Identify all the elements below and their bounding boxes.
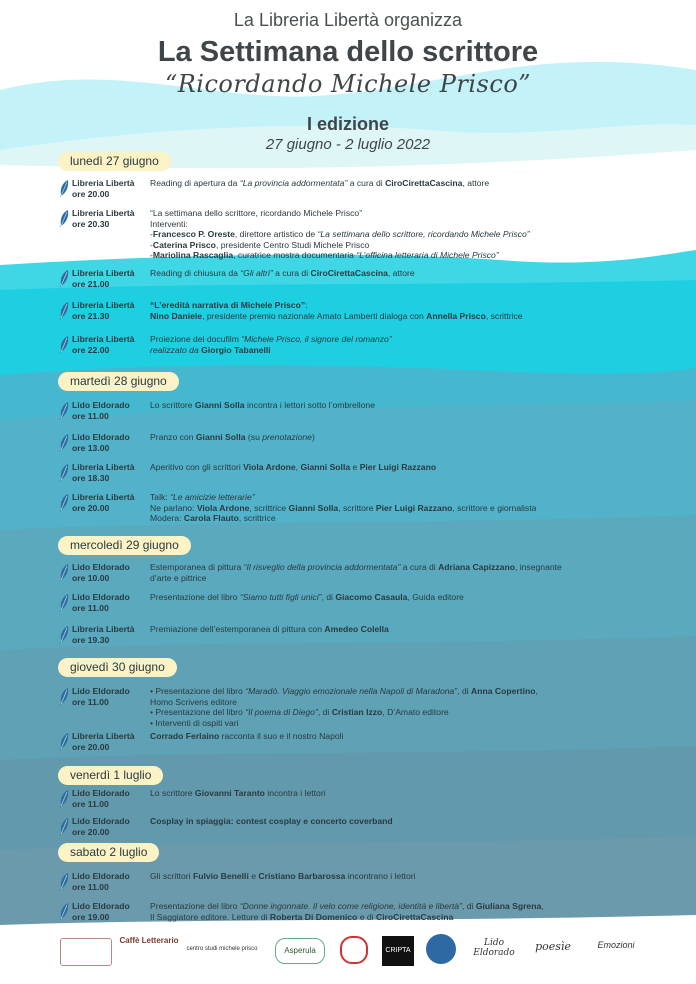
logo-badge [426, 934, 456, 964]
logo-1 [60, 938, 112, 966]
event-time: ore 10.00 [72, 572, 110, 583]
description-line [150, 208, 690, 219]
italic-text: “Siamo tutti figli unici” [239, 592, 322, 602]
bold-text: CiroCirettaCascina [310, 268, 388, 278]
poster-subtitle: “Ricordando Michele Prisco” [164, 70, 532, 98]
text: racconta il suo e il nostro Napoli [219, 731, 344, 741]
text: Reading di chiusura da [150, 268, 241, 278]
bold-text: CiroCirettaCascina [385, 178, 463, 188]
event-description [150, 400, 690, 411]
event-location [72, 871, 152, 892]
text: (su [245, 432, 263, 442]
bold-text: CiroCirettaCascina [375, 911, 454, 922]
description-line [150, 492, 690, 503]
description-line [150, 816, 690, 827]
event-location [72, 300, 152, 321]
text: , di [461, 901, 476, 911]
text: Premiazione dell’estemporanea di pittura con [150, 624, 325, 634]
bold-text: Francesco P. Oreste [152, 229, 235, 239]
event-location [72, 592, 152, 613]
venue-name: Lido Eldorado [72, 592, 130, 602]
bold-text: Cosplay in spiaggia: contest cosplay e concerto coverband [150, 816, 393, 826]
description-line [150, 731, 690, 742]
venue-name: Lido Eldorado [72, 788, 130, 798]
event-time: ore 11.00 [72, 696, 109, 707]
venue-name: Libreria Libertà [72, 492, 135, 502]
bold-text: Amedeo Colella [324, 624, 389, 634]
italic-text: “Il risveglio della provincia addormentata” [243, 562, 401, 572]
text: Interventi: [150, 218, 188, 229]
bold-text: Cristian Izzo [331, 707, 383, 717]
description-line [150, 718, 690, 729]
edition-label: I edizione [306, 114, 389, 134]
event-location [72, 562, 152, 583]
text: , attore [387, 268, 415, 278]
bold-text: Giovanni Taranto [194, 788, 265, 798]
event-description [150, 208, 690, 261]
text: , [541, 901, 544, 911]
text: , scrittrice [249, 502, 289, 513]
italic-text: realizzato da [150, 344, 202, 355]
day-label: sabato 2 luglio [58, 843, 159, 862]
feather-icon [58, 732, 70, 752]
description-line [150, 871, 690, 882]
event-location [72, 400, 152, 421]
venue-name: Lido Eldorado [72, 562, 130, 572]
event-location [72, 686, 152, 707]
italic-text: “La provincia addormentata” [239, 178, 348, 188]
feather-icon [58, 687, 70, 707]
description-line [150, 250, 690, 261]
feather-icon [58, 563, 70, 583]
event-description [150, 624, 690, 635]
venue-name: Lido Eldorado [72, 816, 130, 826]
text: a cura di [347, 178, 386, 188]
description-line [150, 592, 690, 603]
event-time: ore 11.00 [72, 410, 109, 421]
feather-icon [58, 209, 70, 229]
event-time: ore 19.00 [72, 911, 110, 922]
bold-text: Gianni Solla [288, 502, 339, 513]
event-location [72, 334, 152, 355]
text: d’arte e pittrice [150, 572, 207, 583]
date-range: 27 giugno - 2 luglio 2022 [265, 136, 431, 153]
event-time: ore 11.00 [72, 881, 109, 892]
event-location [72, 624, 152, 645]
bold-text: Giuliana Sgrena [475, 901, 542, 911]
bold-text: Carola Flauto [183, 513, 239, 523]
event-description [150, 871, 690, 882]
description-line [150, 268, 690, 279]
event-time: ore 21.00 [72, 278, 110, 289]
bold-text: Giacomo Casaula [335, 592, 408, 602]
poster-title: La Settimana dello scrittore [157, 36, 539, 68]
logo-circle [340, 936, 368, 964]
event-description [150, 816, 690, 827]
venue-name: Libreria Libertà [72, 462, 135, 472]
event-location [72, 492, 152, 513]
venue-name: Libreria Libertà [72, 178, 135, 188]
bold-text: Pier Luigi Razzano [375, 502, 453, 513]
text: Presentazione del libro [150, 901, 240, 911]
text: Lo scrittore [150, 400, 195, 410]
bold-text: Adriana Capizzano [438, 562, 515, 572]
text: Aperitivo con gli scrittori [150, 462, 244, 472]
description-line [150, 788, 690, 799]
bold-text: Gianni Solla [194, 400, 245, 410]
text: , Guida editore [407, 592, 464, 602]
event-time: ore 18.30 [72, 472, 110, 483]
italic-text: “Gli altri” [240, 268, 273, 278]
day-label: giovedì 30 giugno [58, 658, 177, 677]
bold-text: Viola Ardone [196, 502, 250, 513]
text: Lo scrittore [150, 788, 195, 798]
text: , di [321, 592, 336, 602]
day-label: martedì 28 giugno [58, 372, 179, 391]
text: , scrittrice [485, 310, 523, 321]
event-description [150, 686, 690, 728]
feather-icon [58, 902, 70, 922]
description-line [150, 707, 690, 718]
event-description [150, 334, 690, 355]
text: e [248, 871, 259, 881]
text: , di [457, 686, 472, 696]
text: • Presentazione del libro [150, 707, 246, 717]
text: Reading di apertura da [150, 178, 240, 188]
event-description [150, 901, 690, 922]
event-location [72, 208, 152, 229]
feather-icon [58, 625, 70, 645]
text: , scrittrice [238, 513, 276, 523]
organizer-line: La Libreria Libertà organizza [233, 10, 463, 30]
text: , direttore artistico de [234, 229, 318, 239]
feather-icon [58, 335, 70, 355]
logo-emozioni: Emozioni [597, 940, 635, 950]
bold-text: Cristiano Barbarossa [258, 871, 346, 881]
bold-text: Mariolina Rascaglia [152, 250, 234, 260]
feather-icon [58, 817, 70, 837]
text: Proiezione del docufilm [150, 334, 242, 344]
description-line [150, 686, 690, 697]
text: Il Saggiatore editore. Letture di [150, 911, 270, 922]
text: Ne parlano: [150, 502, 197, 513]
text: e [350, 462, 360, 472]
venue-name: Lido Eldorado [72, 400, 130, 410]
feather-icon [58, 401, 70, 421]
text: , di [317, 707, 332, 717]
event-time: ore 13.00 [72, 442, 110, 453]
event-description [150, 731, 690, 742]
text: , scrittore [338, 502, 376, 513]
event-description [150, 788, 690, 799]
event-description [150, 562, 690, 583]
description-line [150, 229, 690, 240]
event-time: ore 20.00 [72, 826, 110, 837]
venue-name: Libreria Libertà [72, 300, 135, 310]
bold-text: Viola Ardone [243, 462, 296, 472]
event-location [72, 901, 152, 922]
sponsor-logos [0, 930, 696, 974]
bold-text: Fulvio Benelli [192, 871, 249, 881]
event-time: ore 20.00 [72, 741, 110, 752]
text: Talk: [150, 492, 171, 502]
bold-text: Pier Luigi Razzano [359, 462, 437, 472]
event-location [72, 788, 152, 809]
venue-name: Lido Eldorado [72, 871, 130, 881]
day-label: lunedì 27 giugno [58, 152, 171, 171]
event-time: ore 21.30 [72, 310, 110, 321]
text: • Presentazione del libro [150, 686, 246, 696]
italic-text: “L’officina letteraria di Michele Prisco” [356, 250, 499, 260]
feather-icon [58, 269, 70, 289]
description-line [150, 345, 690, 356]
logo-poesie: poesìe [535, 940, 571, 953]
description-line [150, 624, 690, 635]
description-line [150, 240, 690, 251]
logo-asperula: Asperula [275, 938, 325, 964]
venue-name: Lido Eldorado [72, 686, 130, 696]
feather-icon [58, 593, 70, 613]
feather-icon [58, 179, 70, 199]
description-line [150, 562, 690, 573]
italic-text: “Donne ingonnate. Il velo come religione, identità e libertà” [239, 901, 462, 911]
description-line [150, 178, 690, 189]
event-time: ore 19.30 [72, 634, 110, 645]
venue-name: Libreria Libertà [72, 334, 135, 344]
event-time: ore 22.00 [72, 344, 110, 355]
event-description [150, 178, 690, 189]
event-location [72, 432, 152, 453]
text: , [295, 462, 301, 472]
bold-text: Corrado Ferlaino [150, 731, 220, 741]
event-description [150, 492, 690, 524]
description-line [150, 503, 690, 514]
bold-text: Giorgio Tabanelli [201, 344, 271, 355]
text: incontra i lettori sotto l’ombrellone [244, 400, 375, 410]
text: a cura di [272, 268, 311, 278]
text: incontra i lettori [264, 788, 326, 798]
event-time: ore 20.30 [72, 218, 110, 229]
italic-text: “Le amicizie letterarie” [170, 492, 255, 502]
italic-text: prenotazione [262, 432, 312, 442]
event-description [150, 300, 690, 321]
venue-name: Libreria Libertà [72, 624, 135, 634]
description-line [150, 697, 690, 708]
italic-text: “Maradò. Viaggio emozionale nella Napoli di Maradona” [245, 686, 458, 696]
logo-centro-studi: centro studi michele prisco [186, 946, 258, 952]
bold-text: Anna Copertino [471, 686, 536, 696]
venue-name: Lido Eldorado [72, 901, 130, 911]
event-location [72, 731, 152, 752]
description-line [150, 400, 690, 411]
text: e di [357, 911, 376, 922]
feather-icon [58, 433, 70, 453]
text: : [305, 300, 308, 310]
text: , attore [462, 178, 490, 188]
event-time: ore 20.00 [72, 502, 110, 513]
text: ) [311, 432, 315, 442]
description-line [150, 912, 690, 923]
day-label: mercoledì 29 giugno [58, 536, 191, 555]
description-line [150, 311, 690, 322]
event-location [72, 462, 152, 483]
text: Modera: [150, 513, 184, 523]
event-time: ore 11.00 [72, 602, 109, 613]
text: • Interventi di ospiti vari [150, 717, 239, 728]
text: , insegnante [514, 562, 562, 572]
event-location [72, 178, 152, 199]
event-description [150, 432, 690, 443]
description-line [150, 300, 690, 311]
venue-name: Libreria Libertà [72, 268, 135, 278]
description-line [150, 334, 690, 345]
venue-name: Libreria Libertà [72, 731, 135, 741]
bold-text: Caterina Prisco [152, 239, 216, 250]
description-line [150, 219, 690, 230]
text: incontrano i lettori [345, 871, 416, 881]
logo-caffe-letterario: Caffè Letterario [119, 936, 179, 945]
text: Homo Scrivens editore [150, 696, 237, 707]
event-time: ore 11.00 [72, 798, 109, 809]
event-time: ore 20.00 [72, 188, 110, 199]
description-line [150, 513, 690, 524]
venue-name: Lido Eldorado [72, 432, 130, 442]
event-description [150, 268, 690, 279]
feather-icon [58, 301, 70, 321]
logo-lido-eldorado: Lido Eldorado [473, 938, 515, 958]
bold-text: Gianni Solla [300, 462, 351, 472]
bold-text: “L’eredità narrativa di Michele Prisco” [150, 300, 306, 310]
text: , curatrice mostra documentaria [233, 250, 357, 260]
bold-text: Roberta Di Domenico [269, 911, 358, 922]
text: Gli scrittori [150, 871, 193, 881]
text: - [150, 250, 153, 260]
description-line [150, 573, 690, 584]
bold-text: Nino Daniele [150, 310, 203, 321]
day-label: venerdì 1 luglio [58, 766, 163, 785]
text: , scrittore e giornalista [452, 502, 537, 513]
event-description [150, 462, 690, 473]
venue-name: Libreria Libertà [72, 208, 135, 218]
text: Presentazione del libro [150, 592, 240, 602]
feather-icon [58, 493, 70, 513]
event-location [72, 816, 152, 837]
bold-text: Gianni Solla [195, 432, 246, 442]
feather-icon [58, 789, 70, 809]
description-line [150, 432, 690, 443]
text: , [535, 686, 538, 696]
italic-text: “Il poema di Diego” [245, 707, 318, 717]
event-location [72, 268, 152, 289]
text: , presidente Centro Studi Michele Prisco [215, 239, 370, 250]
description-line [150, 901, 690, 912]
text: , D’Amato editore [382, 707, 449, 717]
feather-icon [58, 463, 70, 483]
text: - [150, 239, 153, 250]
feather-icon [58, 872, 70, 892]
event-description [150, 592, 690, 603]
italic-text: “La settimana dello scrittore, ricordando Michele Prisco” [317, 229, 530, 239]
italic-text: “Michele Prisco, il signore del romanzo” [241, 334, 392, 344]
text: , presidente premio nazionale Amato Lamberti dialoga con [202, 310, 427, 321]
text: Pranzo con [150, 432, 196, 442]
text: “La settimana dello scrittore, ricordando Michele Prisco” [150, 208, 363, 218]
text: Estemporanea di pittura [150, 562, 244, 572]
bold-text: Annella Prisco [426, 310, 486, 321]
text: a cura di [400, 562, 439, 572]
description-line [150, 462, 690, 473]
text: - [150, 229, 153, 239]
logo-cripta: CRIPTA [382, 936, 414, 966]
